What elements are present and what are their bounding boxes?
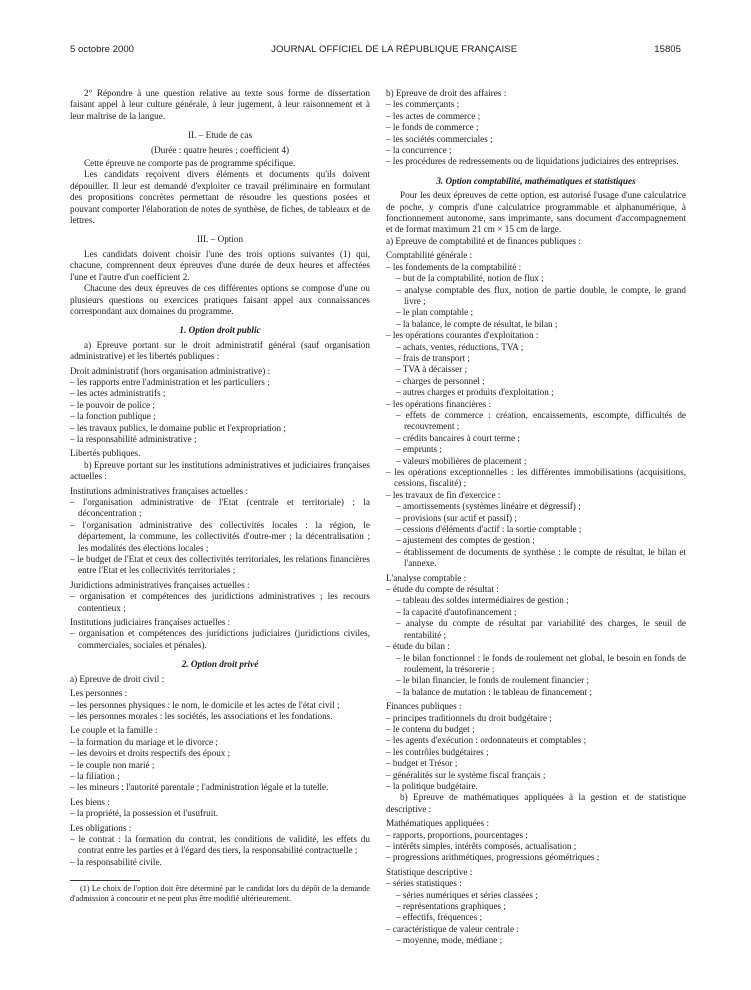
list-item: – étude du compte de résultat : — [386, 584, 499, 595]
paragraph: b) Epreuve portant sur les institutions administratives et judiciaires françaises actuelles : — [70, 459, 370, 482]
list-label: Les personnes : — [70, 688, 128, 699]
list-item: – les actes administratifs ; — [70, 388, 166, 399]
list-item: – les travaux publics, le domaine public et l'expropriation ; — [70, 422, 286, 433]
bullet-list — [386, 713, 686, 793]
list-item: – les mineurs : l'autorité parentale ; l'administration légale et la tutelle. — [70, 782, 329, 793]
list-item: – valeurs mobilières de placement ; — [396, 455, 527, 466]
paragraph: 2° Répondre à une question relative au texte sous forme de dissertation faisant appel à leur culture générale, à leur jugement, à leur raisonnement et à leur maîtrise de la langue. — [70, 88, 370, 121]
bullet-list — [70, 628, 370, 651]
list-item: – les rapports entre l'administration et les particuliers ; — [70, 376, 270, 387]
option-heading: 1. Option droit public — [179, 325, 261, 336]
paragraph: Cette épreuve ne comporte pas de programme spécifique. — [84, 158, 296, 169]
list-label: Mathématiques appliquées : — [386, 818, 490, 829]
list-item: – l'organisation administrative des collectivités locales : la région, le département, la commune, les collectivités d'outre-mer ; la décentralisation ; les modalités des élections locales ; — [70, 519, 370, 553]
paragraph: Pour les deux épreuves de cette option, est autorisé l'usage d'une calculatrice de poche, y compris d'une calculatrice programmable et alphanumérique, à fonctionnement autonome, sans imprimante, sans document d'accompagnement et de format maximum 21 cm × 15 cm de large. — [386, 190, 686, 235]
list-label: Le couple et la famille : — [70, 725, 158, 736]
list-item: – les sociétés commerciales ; — [386, 133, 493, 144]
right-column — [386, 88, 686, 947]
list-item: – rapports, proportions, pourcentages ; — [386, 829, 528, 840]
bullet-list — [70, 700, 370, 723]
list-item: – la balance, le compte de résultat, le bilan ; — [396, 318, 558, 329]
list-item: – charges de personnel ; — [396, 375, 485, 386]
list-item: – effectifs, fréquences ; — [396, 912, 483, 923]
list-item: – analyse du compte de résultat par variabilité des charges, le seuil de rentabilité ; — [396, 618, 686, 640]
list-item: – TVA à décaisser ; — [396, 364, 468, 375]
paragraph: b) Epreuve de droit des affaires : — [386, 88, 507, 98]
list-label: L'analyse comptable : — [386, 572, 467, 583]
list-item: – principes traditionnels du droit budgétaire ; — [386, 712, 552, 723]
nested-list — [386, 262, 686, 570]
list-item: – établissement de documents de synthèse : le compte de résultat, le bilan et l'annexe. — [396, 546, 686, 569]
list-item: – le couple non marié ; — [70, 759, 155, 770]
list-item: – le contenu du budget ; — [386, 723, 475, 734]
list-label: Les obligations : — [70, 822, 132, 833]
paragraph: a) Epreuve de droit civil : — [70, 673, 165, 684]
list-item: – autres charges et produits d'exploitation ; — [396, 387, 554, 398]
list-item: – les commerçants ; — [386, 99, 460, 110]
list-item: – les opérations courantes d'exploitation : — [386, 330, 539, 341]
list-label: Juridictions administratives françaises actuelles : — [70, 579, 250, 590]
list-item: – la filiation ; — [70, 770, 120, 781]
list-item: – le contrat : la formation du contrat, les conditions de validité, les effets du contrat entre les parties et à l'égard des tiers, la responsabilité contractuelle ; — [70, 833, 370, 856]
header-page-number: 15805 — [654, 44, 681, 55]
list-label: Institutions administratives françaises actuelles : — [70, 485, 249, 496]
bullet-list — [70, 808, 370, 819]
list-item: – ajustement des comptes de gestion ; — [396, 535, 535, 546]
list-item: – les fondements de la comptabilité : — [386, 261, 522, 272]
list-item: – effets de commerce : création, encaissements, escompte, difficultés de recouvrement ; — [396, 409, 686, 432]
paragraph: b) Epreuve de mathématiques appliquées à la gestion et de statistique descriptive : — [386, 792, 686, 814]
list-item: – achats, ventes, réductions, TVA ; — [396, 341, 524, 352]
list-item: – moyenne, mode, médiane ; — [396, 935, 503, 946]
list-item: – les opérations exceptionnelles : les différentes immobilisations (acquisitions, cessions, fiscalité) ; — [386, 467, 686, 489]
list-item: – la capacité d'autofinancement ; — [396, 606, 517, 617]
list-label: Libertés publiques. — [70, 448, 141, 459]
list-item: – provisions (sur actif et passif) ; — [396, 512, 517, 523]
list-item: – les devoirs et droits respectifs des époux ; — [70, 748, 231, 759]
left-column — [70, 88, 370, 904]
header-date: 5 octobre 2000 — [70, 44, 135, 55]
section-subheading: (Durée : quatre heures ; coefficient 4) — [150, 144, 290, 155]
list-item: – le bilan financier, le fonds de roulement financier ; — [396, 675, 590, 686]
list-item: – le plan comptable ; — [396, 307, 474, 318]
list-label: Finances publiques : — [386, 701, 462, 712]
bullet-list — [70, 737, 370, 794]
list-item: – généralités sur le système fiscal français ; — [386, 769, 546, 780]
header-title: JOURNAL OFFICIEL DE LA RÉPUBLIQUE FRANÇAISE — [271, 44, 518, 55]
option-heading: 2. Option droit privé — [181, 659, 259, 670]
list-item: – emprunts ; — [396, 444, 442, 455]
list-item: – étude du bilan : — [386, 641, 450, 652]
list-item: – la fonction publique ; — [70, 411, 156, 422]
list-item: – amortissements (systèmes linéaire et dégressif) ; — [396, 501, 581, 512]
list-label: Comptabilité générale : — [386, 250, 473, 261]
list-item: – les personnes morales : les sociétés, les associations et les fondations. — [70, 710, 333, 721]
list-item: – les agents d'exécution : ordonnateurs et comptables ; — [386, 735, 587, 746]
list-item: – frais de transport ; — [396, 352, 470, 363]
list-item: – la propriété, la possession et l'usufruit. — [70, 808, 219, 819]
list-item: – la balance de mutation : le tableau de financement ; — [396, 686, 592, 697]
list-item: – la responsabilité administrative ; — [70, 433, 197, 444]
list-item: – budget et Trésor ; — [386, 758, 458, 769]
paragraph: a) Epreuve portant sur le droit administratif général (sauf organisation administrative) et les libertés publiques : — [70, 339, 370, 362]
list-item: – organisation et compétences des juridictions judiciaires (juridictions civiles, commerciales, sociales et pénales). — [70, 628, 370, 650]
footnote-divider — [70, 880, 140, 881]
list-item: – tableau des soldes intermédiaires de gestion ; — [396, 595, 569, 606]
list-label: Les biens : — [70, 796, 110, 807]
list-item: – séries numériques et séries classées ; — [396, 889, 538, 900]
bullet-list — [70, 591, 370, 614]
list-item: – analyse comptable des flux, notion de partie double, le compte, le grand livre ; — [396, 284, 686, 306]
list-item: – les procédures de redressements ou de liquidations judiciaires des entreprises. — [386, 156, 679, 167]
paragraph: Les candidats doivent choisir l'une des trois options suivantes (1) qui, chacune, comprennent deux épreuves d'une durée de deux heures et affectées l'une et l'autre d'un coefficient 2. — [70, 248, 370, 282]
list-item: – les travaux de fin d'exercice : — [386, 489, 501, 500]
list-item: – le pouvoir de police ; — [70, 399, 155, 410]
bullet-list — [70, 497, 370, 577]
option-heading: 3. Option comptabilité, mathématiques et statistiques — [436, 175, 636, 186]
page-header — [70, 44, 681, 55]
paragraph: Chacune des deux épreuves de ces différentes options se compose d'une ou plusieurs questions ou exercices pratiques faisant appel aux connaissances correspondant aux domaines du programme. — [70, 283, 370, 316]
list-item: – les contrôles budgétaires ; — [386, 746, 489, 757]
nested-list — [386, 584, 686, 698]
section-heading: III. – Option — [196, 234, 244, 245]
list-item: – les actes de commerce ; — [386, 110, 481, 121]
list-label: Droit administratif (hors organisation administrative) : — [70, 365, 271, 376]
footnote: (1) Le choix de l'option doit être déterminé par le candidat lors du dépôt de la demande d'admission à concourir et ne peut plus être modifié ultérieurement. — [70, 884, 370, 904]
list-item: – cessions d'éléments d'actif : la sortie comptable ; — [396, 524, 582, 535]
list-item: – l'organisation administrative de l'Etat (centrale et territoriale) ; la déconcentration ; — [70, 497, 370, 519]
list-item: – crédits bancaires à court terme ; — [396, 432, 520, 443]
bullet-list — [386, 99, 686, 167]
list-item: – but de la comptabilité, notion de flux ; — [396, 273, 544, 284]
list-item: – les personnes physiques : le nom, le domicile et les actes de l'état civil ; — [70, 699, 340, 710]
bullet-list — [70, 834, 370, 868]
list-item: – progressions arithmétiques, progressions géométriques ; — [386, 852, 600, 863]
list-item: – caractéristique de valeur centrale : — [386, 923, 519, 934]
bullet-list — [70, 377, 370, 445]
list-item: – séries statistiques : — [386, 878, 462, 889]
list-item: – le fonds de commerce ; — [386, 122, 479, 133]
list-item: – organisation et compétences des juridictions administratives ; les recours contentieux ; — [70, 591, 370, 613]
list-label: Statistique descriptive : — [386, 866, 473, 877]
list-item: – représentations graphiques ; — [396, 901, 506, 912]
list-item: – la responsabilité civile. — [70, 856, 162, 867]
list-item: – les opérations financières : — [386, 398, 492, 409]
list-item: – le bilan fonctionnel : le fonds de roulement net global, le besoin en fonds de roulement, la trésorerie ; — [396, 652, 686, 674]
paragraph: Les candidats reçoivent divers éléments et documents qu'ils doivent dépouiller. Il leur est demandé d'exploiter ce travail préliminaire en formulant des propositions concrètes permettant de résoudre les questions posées et pouvant comporter l'élaboration de notes de synthèse, de fiches, de tableaux et de lettres. — [70, 169, 370, 226]
paragraph: a) Epreuve de comptabilité et de finances publiques : — [386, 235, 581, 246]
section-heading: II. – Etude de cas — [187, 130, 253, 141]
bullet-list — [386, 830, 686, 864]
list-label: Institutions judiciaires françaises actuelles : — [70, 617, 231, 628]
list-item: – la formation du mariage et le divorce ; — [70, 736, 218, 747]
list-item: – intérêts simples, intérêts composés, actualisation ; — [386, 841, 577, 851]
list-item: – la concurrence ; — [386, 145, 452, 156]
nested-list — [386, 878, 686, 946]
list-item: – le budget de l'Etat et ceux des collectivités territoriales, les relations financières entre l'Etat et les collectivités territoriales ; — [70, 554, 370, 576]
list-item: – la politique budgétaire. — [386, 780, 478, 791]
